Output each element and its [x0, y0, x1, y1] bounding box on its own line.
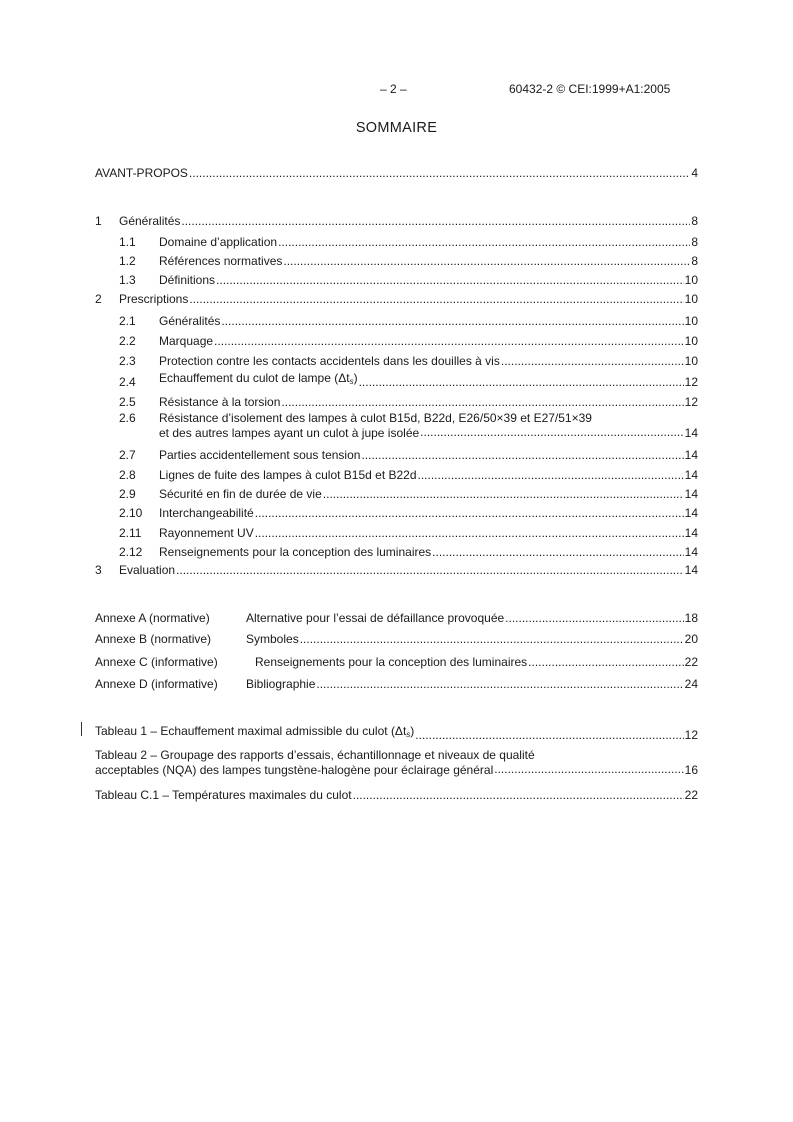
toc-entry-page: 24 — [684, 677, 698, 691]
toc-entry-label: Tableau C.1 – Températures maximales du culot — [95, 788, 352, 802]
toc-entry-label-cont: acceptables (NQA) des lampes tungstène-halogène pour éclairage général — [95, 763, 494, 777]
toc-entry-number: 2.2 — [119, 334, 136, 348]
toc-entry-label: Tableau 2 – Groupage des rapports d’essais, échantillonnage et niveaux de qualité — [95, 748, 535, 762]
toc-entry-page: 10 — [684, 334, 698, 348]
toc-entry[interactable] — [95, 312, 698, 328]
toc-annex-entry[interactable] — [95, 609, 698, 625]
toc-entry-page: 4 — [691, 166, 698, 180]
toc-entry-page: 8 — [691, 235, 698, 249]
toc-entry[interactable] — [95, 504, 698, 520]
toc-entry[interactable] — [95, 271, 698, 287]
toc-entry-label: Résistance d’isolement des lampes à culot B15d, B22d, E26/50×39 et E27/51×39 — [159, 411, 592, 425]
toc-entry-number: 3 — [95, 563, 102, 577]
toc-entry-page: 12 — [684, 728, 698, 742]
toc-annex-number: Annexe D (informative) — [95, 677, 218, 691]
toc-entry-number: 2.9 — [119, 487, 136, 501]
toc-annex-entry[interactable] — [95, 630, 698, 646]
toc-entry-label: Domaine d’application — [159, 235, 278, 249]
toc-entry-number: 2.4 — [119, 375, 136, 389]
toc-entry-label: Définitions — [159, 273, 216, 287]
toc-entry-page: 14 — [684, 545, 698, 559]
toc-entry-page: 14 — [684, 468, 698, 482]
toc-entry-label: Tableau 1 – Echauffement maximal admissible du culot $(\Delta t_s)$ — [95, 724, 415, 739]
toc-entry-page: 22 — [684, 788, 698, 802]
toc-entry-label: AVANT-PROPOS — [95, 166, 188, 180]
toc-entry-number: 2.5 — [119, 395, 136, 409]
toc-entry-label: Parties accidentellement sous tension — [159, 448, 361, 462]
toc-entry[interactable] — [95, 446, 698, 462]
toc-entry-label: Sécurité en fin de durée de vie — [159, 487, 322, 501]
toc-entry-label: Généralités — [159, 314, 221, 328]
toc-entry-page: 10 — [684, 354, 698, 368]
toc-entry-page: 10 — [684, 273, 698, 287]
toc-entry[interactable] — [95, 524, 698, 540]
toc-entry[interactable] — [95, 485, 698, 501]
toc-entry-number: 2 — [95, 292, 102, 306]
toc-entry[interactable] — [95, 332, 698, 348]
revision-bar — [81, 722, 82, 736]
page-number: – 2 – — [380, 82, 407, 96]
toc-entry-number: 1 — [95, 214, 102, 228]
toc-entry-number: 2.1 — [119, 314, 136, 328]
toc-entry-label-cont: et des autres lampes ayant un culot à jupe isolée — [159, 426, 420, 440]
toc-entry-label: Prescriptions — [119, 292, 189, 306]
toc-entry-number: 2.6 — [119, 411, 136, 425]
toc-entry[interactable] — [95, 411, 698, 441]
toc-entry-page: 22 — [684, 655, 698, 669]
toc-entry-label: Evaluation — [119, 563, 176, 577]
toc-entry-page: 16 — [684, 763, 698, 777]
toc-entry-number: 2.8 — [119, 468, 136, 482]
toc-entry[interactable] — [95, 543, 698, 559]
document-reference: 60432-2 © CEI:1999+A1:2005 — [509, 82, 671, 96]
toc-entry-page: 12 — [684, 395, 698, 409]
toc-entry[interactable] — [95, 290, 698, 306]
toc-entry-number: 2.7 — [119, 448, 136, 462]
toc-entry-page: 14 — [684, 506, 698, 520]
toc-entry-label: Références normatives — [159, 254, 283, 268]
toc-entry[interactable] — [95, 466, 698, 482]
toc-entry-page: 12 — [684, 375, 698, 389]
toc-annex-entry[interactable] — [95, 653, 698, 669]
toc-entry-label: Résistance à la torsion — [159, 395, 281, 409]
toc-entry[interactable] — [95, 233, 698, 249]
toc-entry-label: Rayonnement UV — [159, 526, 254, 540]
toc-entry-number: 2.11 — [119, 526, 142, 540]
toc-entry[interactable] — [95, 352, 698, 368]
toc-annex-entry[interactable] — [95, 675, 698, 691]
toc-entry-page: 14 — [684, 426, 698, 440]
toc-entry-label: Echauffement du culot de lampe $(\Delta t_s)$ — [159, 371, 358, 386]
toc-entry-page: 10 — [684, 314, 698, 328]
toc-annex-number: Annexe C (informative) — [95, 655, 218, 669]
toc-entry-label: Renseignements pour la conception des luminaires — [159, 545, 432, 559]
toc-table-entry[interactable] — [95, 786, 698, 802]
toc-entry-label: Symboles — [246, 632, 299, 646]
toc-entry-label: Renseignements pour la conception des luminaires — [255, 655, 528, 669]
toc-entry-label: Généralités — [119, 214, 181, 228]
toc-entry[interactable] — [95, 561, 698, 577]
toc-entry-label: Marquage — [159, 334, 214, 348]
toc-entry-number: 1.2 — [119, 254, 136, 268]
toc-entry-page: 10 — [684, 292, 698, 306]
toc-entry-label: Alternative pour l’essai de défaillance provoquée — [246, 611, 505, 625]
toc-entry-page: 8 — [691, 254, 698, 268]
toc-entry-number: 1.1 — [119, 235, 136, 249]
toc-entry[interactable] — [95, 373, 698, 389]
toc-entry-number: 2.10 — [119, 506, 143, 520]
toc-entry-number: 2.3 — [119, 354, 136, 368]
toc-entry[interactable] — [95, 212, 698, 228]
toc-entry-page: 14 — [684, 487, 698, 501]
toc-entry-number: 2.12 — [119, 545, 143, 559]
toc-entry-page: 14 — [684, 563, 698, 577]
toc-entry-page: 14 — [684, 526, 698, 540]
toc-entry[interactable] — [95, 393, 698, 409]
toc-entry-page: 8 — [691, 214, 698, 228]
toc-table-entry[interactable] — [95, 726, 698, 742]
toc-entry-label: Lignes de fuite des lampes à culot B15d et B22d — [159, 468, 417, 482]
toc-table-entry[interactable] — [95, 748, 698, 778]
toc-entry-page: 14 — [684, 448, 698, 462]
toc-annex-number: Annexe B (normative) — [95, 632, 212, 646]
toc-entry-label: Bibliographie — [246, 677, 316, 691]
toc-annex-number: Annexe A (normative) — [95, 611, 210, 625]
toc-entry-label: Interchangeabilité — [159, 506, 254, 520]
toc-entry[interactable] — [95, 252, 698, 268]
page-title: SOMMAIRE — [355, 120, 438, 136]
toc-entry-number: 1.3 — [119, 273, 136, 287]
toc-entry-foreword[interactable] — [95, 164, 698, 180]
toc-entry-page: 18 — [684, 611, 698, 625]
toc-entry-label: Protection contre les contacts accidentels dans les douilles à vis — [159, 354, 500, 368]
toc-entry-page: 20 — [684, 632, 698, 646]
